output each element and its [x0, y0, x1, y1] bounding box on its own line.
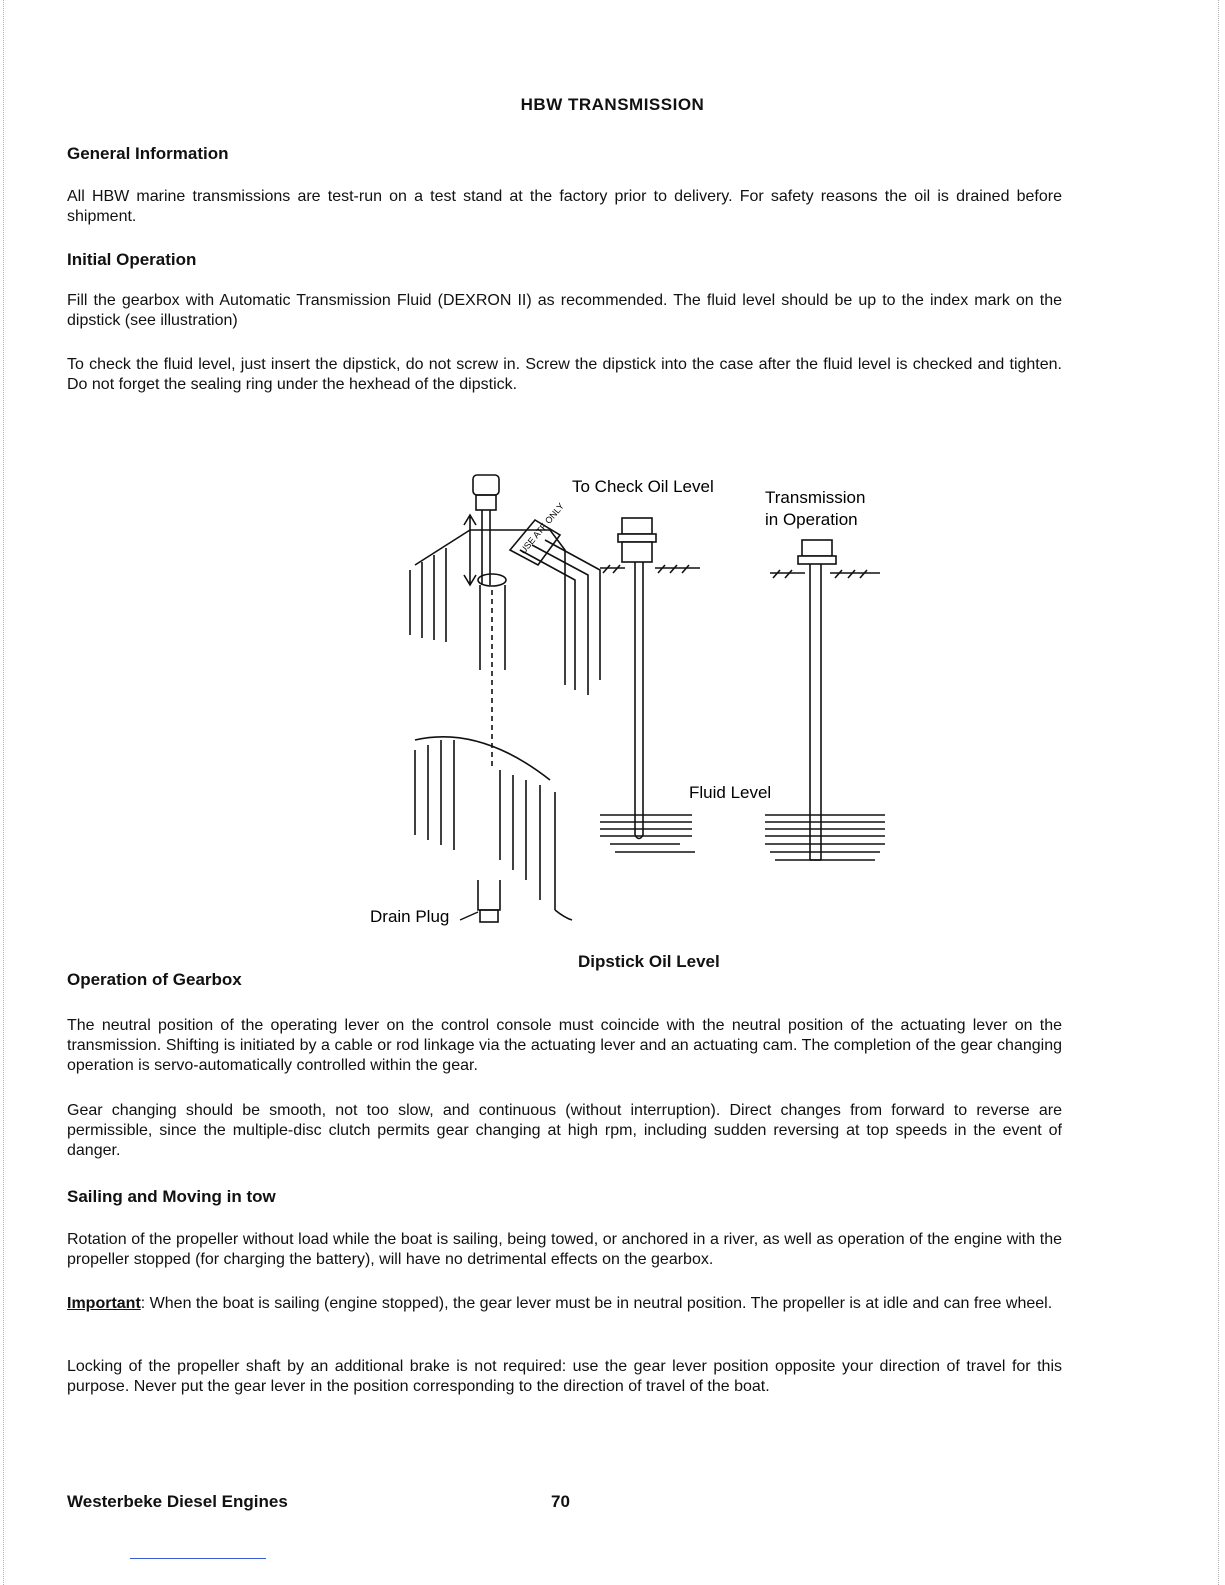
gearbox-housing-drawing	[410, 475, 600, 922]
paragraph-initial-2: To check the fluid level, just insert the dipstick, do not screw in. Screw the dipstick into the case after the fluid level is checked and tighten. Do not forget the sealing ring under the hexhead of the dipstick.	[67, 356, 1062, 393]
page-title: HBW TRANSMISSION	[520, 95, 705, 114]
paragraph-operation-2: Gear changing should be smooth, not too slow, and continuous (without interruption). Direct changes from forward to reverse are permissible, since the multiple-disc clutch permits gear changing at high rpm, including sudden reversing at top speeds in the event of danger.	[67, 1102, 1062, 1159]
figure-caption: Dipstick Oil Level	[578, 952, 720, 971]
label-fluid-level: Fluid Level	[689, 783, 772, 802]
label-drain-plug: Drain Plug	[370, 907, 450, 926]
paragraph-important	[67, 1294, 1062, 1314]
heading-initial-operation: Initial Operation	[67, 250, 197, 269]
label-transmission: Transmission	[765, 488, 866, 507]
dipstick-illustration	[360, 440, 900, 940]
left-scan-edge	[3, 0, 4, 1585]
paragraph-sailing-3: Locking of the propeller shaft by an additional brake is not required: use the gear lever position opposite your direction of travel for this purpose. Never put the gear lever in the position corresponding to the direction of travel of the boat.	[67, 1358, 1062, 1395]
right-scan-edge	[1218, 0, 1219, 1585]
bottom-rule	[130, 1558, 266, 1559]
check-level-dipstick-drawing	[600, 518, 700, 852]
label-to-check-oil-level: To Check Oil Level	[572, 477, 714, 496]
heading-general-information: General Information	[67, 144, 229, 163]
footer-company: Westerbeke Diesel Engines	[67, 1492, 288, 1511]
paragraph-operation-1: The neutral position of the operating lever on the control console must coincide with the neutral position of the actuating lever on the transmission. Shifting is initiated by a cable or rod linkage via the actuating lever and an actuating cam. The completion of the gear changing operation is servo-automatically controlled within the gear.	[67, 1017, 1062, 1074]
use-atf-tag-label: USE ATF ONLY	[517, 501, 567, 556]
heading-sailing: Sailing and Moving in tow	[67, 1187, 276, 1206]
drain-plug-arrow	[460, 912, 478, 920]
important-label: Important	[67, 1295, 141, 1312]
page-number: 70	[551, 1492, 570, 1511]
paragraph-initial-1: Fill the gearbox with Automatic Transmission Fluid (DEXRON II) as recommended. The fluid level should be up to the index mark on the dipstick (see illustration)	[67, 292, 1062, 329]
important-text: : When the boat is sailing (engine stopped), the gear lever must be in neutral position. The propeller is at idle and can free wheel.	[140, 1295, 1053, 1312]
label-in-operation: in Operation	[765, 510, 858, 529]
operation-dipstick-drawing	[765, 540, 885, 860]
heading-operation-of-gearbox: Operation of Gearbox	[67, 970, 242, 989]
paragraph-sailing-1: Rotation of the propeller without load while the boat is sailing, being towed, or anchored in a river, as well as operation of the engine with the propeller stopped (for charging the battery), will have no detrimental effects on the gearbox.	[67, 1231, 1062, 1268]
paragraph-general: All HBW marine transmissions are test-run on a test stand at the factory prior to delivery. For safety reasons the oil is drained before shipment.	[67, 188, 1062, 225]
